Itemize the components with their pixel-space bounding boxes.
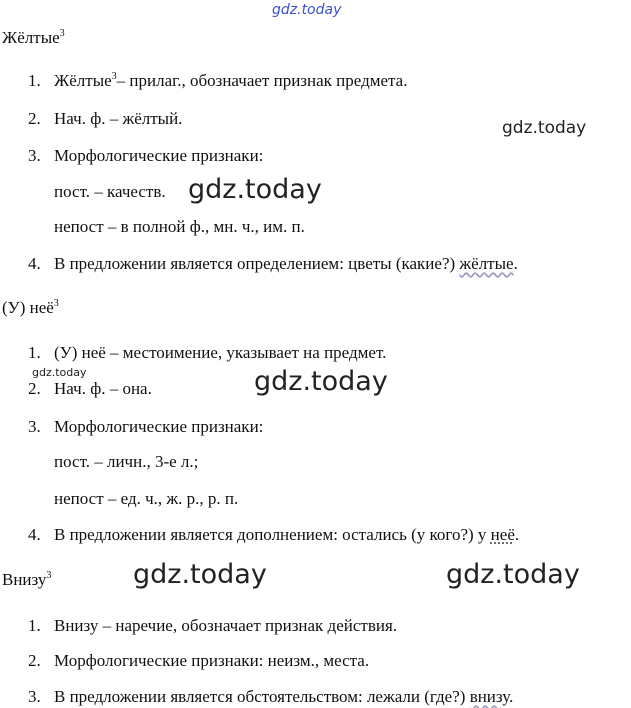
watermark: gdz.today: [272, 2, 342, 18]
section-heading: [2, 28, 65, 48]
item-number: 2.: [28, 651, 41, 670]
sub-item: [54, 182, 166, 202]
item-number: 3.: [28, 146, 41, 165]
sub-item: [54, 452, 198, 472]
heading-sup: 3: [46, 570, 52, 581]
item-number: 1.: [28, 616, 41, 635]
underlined-word: жёлтые: [459, 254, 514, 273]
item-text: (У) неё – местоимение, указывает на предмет.: [54, 343, 387, 362]
item-sup: 3: [111, 71, 117, 82]
watermark: gdz.today: [254, 366, 388, 397]
item-number: 3.: [28, 417, 41, 436]
list-item: [28, 616, 397, 636]
heading-sup: 3: [53, 298, 59, 309]
item-text: Морфологические признаки:: [54, 146, 264, 165]
item-text: – прилаг., обозначает признак предмета.: [116, 71, 408, 90]
list-item: [28, 71, 407, 91]
section-heading: [2, 570, 51, 590]
list-item: [28, 254, 518, 274]
heading-sup: 3: [59, 28, 65, 39]
item-number: 1.: [28, 343, 41, 362]
item-text: непост – ед. ч., ж. р., р. п.: [54, 489, 239, 508]
item-text: Внизу – наречие, обозначает признак действия.: [54, 616, 398, 635]
item-text: Морфологические признаки:: [54, 417, 264, 436]
item-number: 1.: [28, 71, 41, 90]
item-number: 4.: [28, 254, 41, 273]
sub-item: [54, 217, 305, 237]
section-heading: [2, 298, 59, 318]
list-item: [28, 687, 513, 707]
item-number: 4.: [28, 525, 41, 544]
watermark: gdz.today: [133, 559, 267, 590]
item-text: непост – в полной ф., мн. ч., им. п.: [54, 217, 305, 236]
item-text: Морфологические признаки: неизм., места.: [54, 651, 370, 670]
list-item: [28, 146, 263, 166]
item-number: 3.: [28, 687, 41, 706]
item-text: Нач. ф. – она.: [54, 379, 152, 398]
item-end: .: [514, 525, 520, 544]
watermark: gdz.today: [502, 118, 587, 138]
watermark: gdz.today: [446, 559, 580, 590]
item-end: .: [509, 687, 514, 706]
list-item: [28, 651, 369, 671]
list-item: [28, 343, 386, 363]
item-end: .: [513, 254, 518, 273]
item-text: В предложении является дополнением: остались (у кого?) у: [54, 525, 491, 544]
item-number: 2.: [28, 379, 41, 398]
item-text: Нач. ф. – жёлтый.: [54, 109, 183, 128]
heading-word: Жёлтые: [2, 28, 60, 47]
heading-word: (У) неё: [2, 298, 54, 317]
heading-word: Внизу: [2, 570, 47, 589]
list-item: [28, 417, 263, 437]
item-text: В предложении является определением: цветы (какие?): [54, 254, 460, 273]
list-item: [28, 525, 519, 545]
list-item: [28, 379, 152, 399]
sub-item: [54, 489, 238, 509]
watermark: gdz.today: [32, 366, 87, 379]
item-number: 2.: [28, 109, 41, 128]
list-item: [28, 109, 182, 129]
watermark: gdz.today: [188, 174, 322, 205]
item-text: пост. – личн., 3-е л.;: [54, 452, 199, 471]
item-text: В предложении является обстоятельством: лежали (где?): [54, 687, 470, 706]
underlined-word: внизу: [469, 687, 510, 706]
item-text: пост. – качеств.: [54, 182, 166, 201]
underlined-word: неё: [490, 525, 515, 544]
item-word: Жёлтые: [54, 71, 112, 90]
